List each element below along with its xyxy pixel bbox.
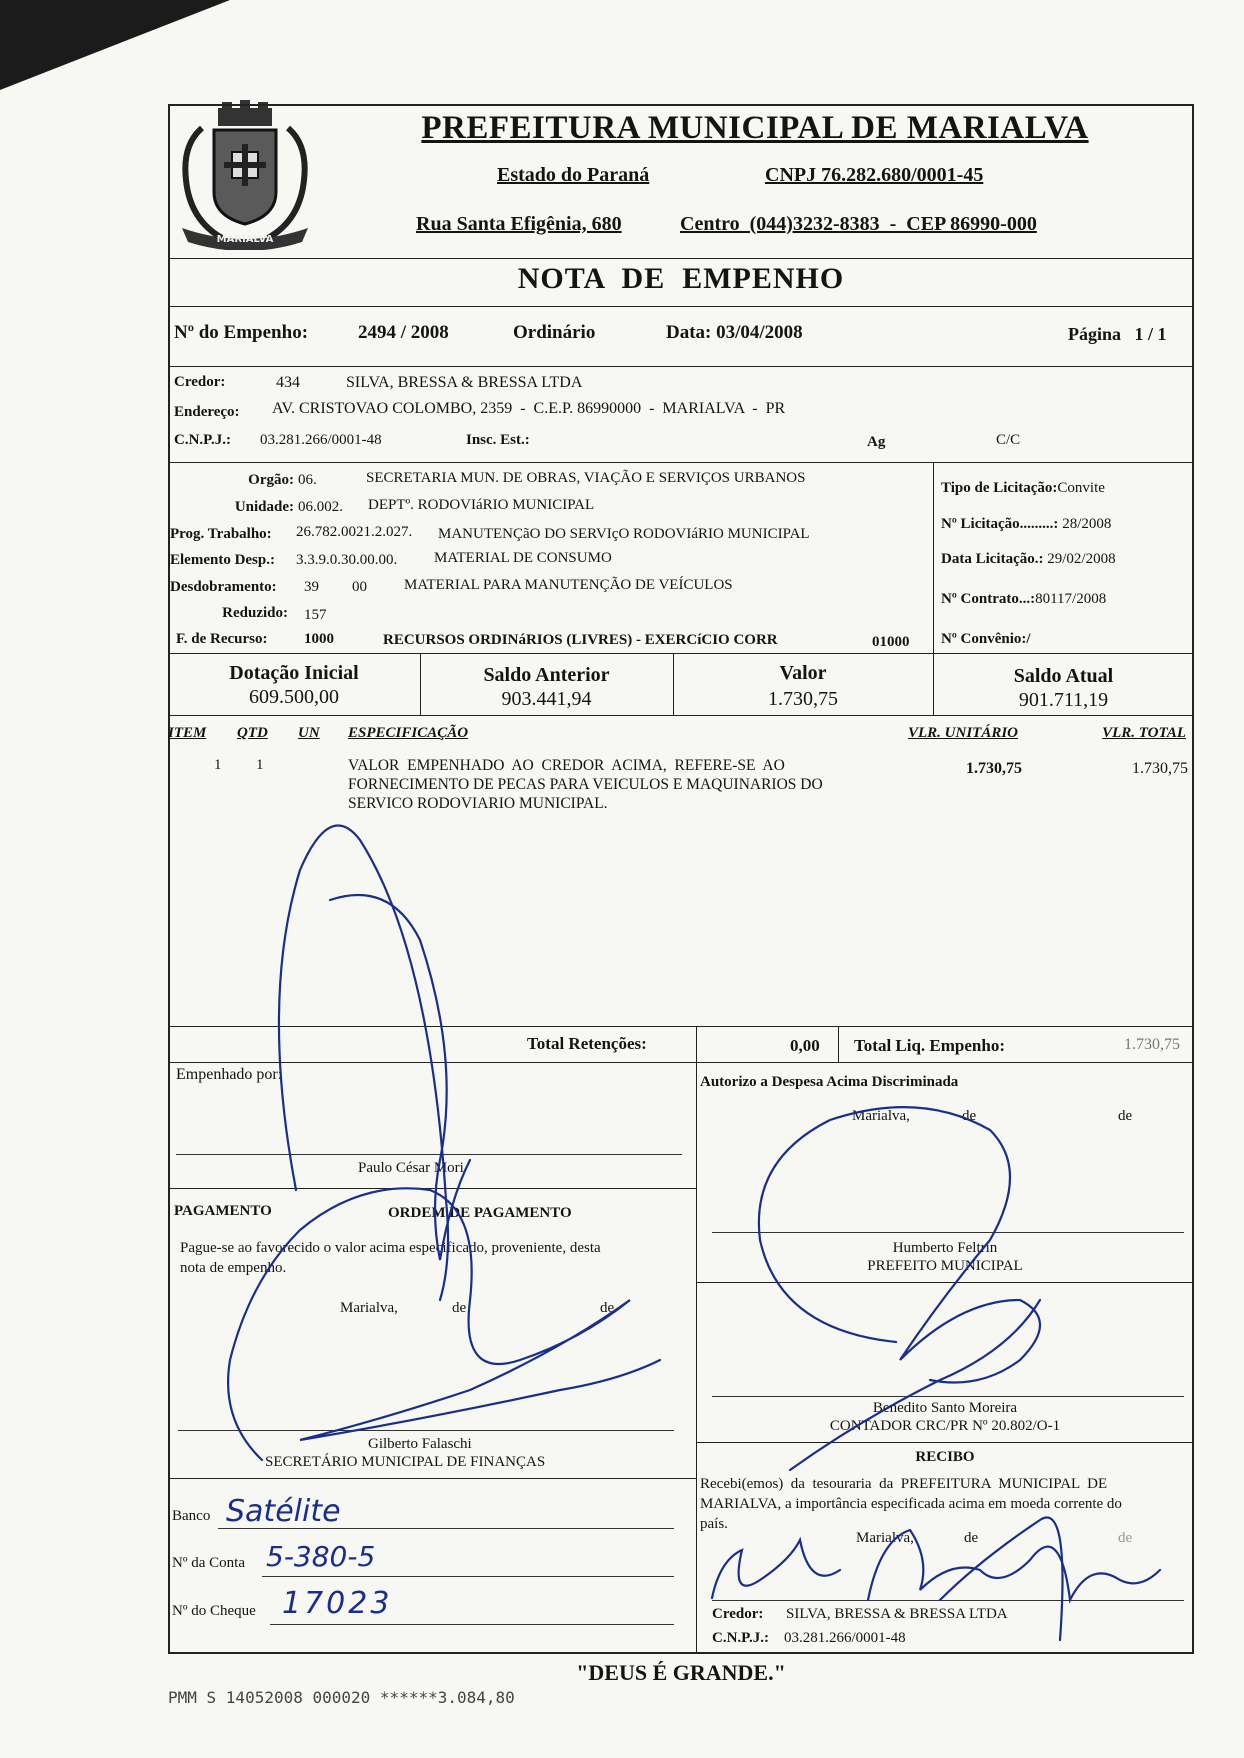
- conta-value: 5-380-5: [266, 1540, 376, 1573]
- retencoes-label: Total Retenções:: [527, 1034, 647, 1053]
- autorizo-label: Autorizo a Despesa Acima Discriminada: [700, 1074, 959, 1090]
- orgao-label: Orgão:: [248, 472, 294, 488]
- ordem-label: ORDEM DE PAGAMENTO: [388, 1205, 572, 1221]
- recibo-line-3: país.: [700, 1516, 728, 1532]
- reduzido-label: Reduzido:: [222, 605, 288, 621]
- accountant-role: CONTADOR CRC/PR Nº 20.802/O-1: [829, 1418, 1061, 1434]
- valor-label: Valor: [779, 662, 827, 684]
- liquido-value: 1.730,75: [1124, 1036, 1180, 1053]
- prog-name: MANUTENÇãO DO SERVIçO RODOVIáRIO MUNICIPAL: [438, 526, 810, 542]
- licitacao-tipo-label-text: Tipo de Licitação:: [941, 480, 1058, 496]
- licitacao-numero-label: [941, 516, 1111, 533]
- column-vlr-total: VLR. TOTAL: [1102, 725, 1186, 741]
- recurso-number: 01000: [872, 634, 910, 650]
- address-label: Endereço:: [174, 404, 240, 420]
- print-stamp: PMM S 14052008 000020 ******3.084,80: [168, 1688, 515, 1707]
- banco-value: Satélite: [226, 1494, 341, 1529]
- recurso-label: F. de Recurso:: [176, 631, 268, 647]
- contact-address: Centro (044)3232-8383 - CEP 86990-000: [680, 213, 1037, 235]
- desdobramento-sub: 00: [352, 579, 367, 595]
- reduzido-value: 157: [304, 607, 327, 623]
- orgao-name: SECRETARIA MUN. DE OBRAS, VIAÇÃO E SERVIÇOS URBANOS: [366, 470, 806, 486]
- credor-cnpj: 03.281.266/0001-48: [260, 432, 382, 448]
- unidade-code: 06.002.: [298, 499, 343, 515]
- signer1-name: Paulo César Mori: [358, 1160, 464, 1176]
- recibo-cnpj-label: C.N.P.J.:: [712, 1630, 769, 1646]
- accountant-name: Benedito Santo Moreira: [872, 1400, 1018, 1416]
- empenho-number-label: Nº do Empenho:: [174, 322, 309, 343]
- desdobramento-code: 39: [304, 579, 319, 595]
- elemento-label: Elemento Desp.:: [170, 552, 275, 568]
- saldo-anterior-label: Saldo Anterior: [483, 664, 610, 686]
- prog-code: 26.782.0021.2.027.: [296, 524, 413, 540]
- licitacao-numero: 28/2008: [1062, 516, 1112, 532]
- licitacao-tipo-label: [941, 480, 1105, 497]
- banco-label: Banco: [172, 1508, 211, 1524]
- prog-label: Prog. Trabalho:: [170, 526, 272, 542]
- conta-label: Nº da Conta: [172, 1555, 245, 1571]
- pagamento-label: PAGAMENTO: [174, 1203, 272, 1219]
- saldo-atual-label: Saldo Atual: [1013, 665, 1114, 687]
- empenhado-por-label: Empenhado por:: [176, 1066, 283, 1083]
- contrato-label: [941, 591, 1106, 608]
- desdobramento-name: MATERIAL PARA MANUTENÇÃO DE VEÍCULOS: [404, 577, 733, 593]
- item-spec-line-1: VALOR EMPENHADO AO CREDOR ACIMA, REFERE-SE AO: [348, 757, 785, 774]
- signer2-name: Gilberto Falaschi: [368, 1436, 472, 1452]
- column-un: UN: [298, 725, 320, 741]
- unidade-label: Unidade:: [234, 499, 294, 515]
- recibo-de-1: de: [964, 1530, 979, 1546]
- recibo-credor-label: Credor:: [712, 1606, 764, 1622]
- recibo-cnpj: 03.281.266/0001-48: [784, 1630, 906, 1646]
- column-item: ITEM: [168, 725, 207, 741]
- credor-label: Credor:: [174, 374, 226, 390]
- recibo-de-2: de: [1118, 1530, 1133, 1546]
- contrato-number: 80117/2008: [1035, 591, 1107, 607]
- autorizo-de-2: de: [1118, 1108, 1133, 1124]
- dotacao-inicial-value: 609.500,00: [249, 686, 339, 708]
- pagamento-de-1: de: [452, 1300, 467, 1316]
- recibo-line-1: Recebi(emos) da tesouraria da PREFEITURA MUNICIPAL DE: [700, 1476, 1108, 1492]
- credor-name: SILVA, BRESSA & BRESSA LTDA: [346, 374, 583, 391]
- empenho-number: 2494 / 2008: [358, 322, 449, 343]
- elemento-name: MATERIAL DE CONSUMO: [434, 550, 612, 566]
- recibo-title: RECIBO: [915, 1449, 975, 1465]
- item-unit-value: 1.730,75: [966, 760, 1022, 777]
- licitacao-data: 29/02/2008: [1047, 551, 1116, 567]
- licitacao-data-label: [941, 551, 1116, 568]
- recibo-city: Marialva,: [856, 1530, 914, 1546]
- empenho-type: Ordinário: [513, 322, 596, 343]
- contrato-label-text: Nº Contrato...:: [941, 591, 1036, 607]
- item-qtd: 1: [256, 757, 264, 773]
- credor-code: 434: [276, 374, 300, 391]
- elemento-code: 3.3.9.0.30.00.00.: [296, 552, 398, 568]
- saldo-anterior-value: 903.441,94: [501, 688, 592, 710]
- recibo-line-2: MARIALVA, a importância especificada acima em moeda corrente do: [700, 1496, 1122, 1512]
- credor-cnpj-label: C.N.P.J.:: [174, 432, 231, 448]
- column-especificacao: ESPECIFICAÇÃO: [348, 725, 469, 741]
- item-total-value: 1.730,75: [1132, 760, 1188, 777]
- cnpj-header: CNPJ 76.282.680/0001-45: [765, 164, 984, 186]
- licitacao-tipo: Convite: [1057, 480, 1105, 496]
- saldo-atual-value: 901.711,19: [1018, 689, 1109, 711]
- street-address: Rua Santa Efigênia, 680: [416, 213, 622, 235]
- state-name: Estado do Paraná: [497, 164, 650, 186]
- recibo-credor-name: SILVA, BRESSA & BRESSA LTDA: [786, 1606, 1008, 1622]
- item-spec-line-2: FORNECIMENTO DE PECAS PARA VEICULOS E MAQUINARIOS DO: [348, 776, 823, 793]
- unidade-name: DEPTº. RODOVIáRIO MUNICIPAL: [368, 497, 595, 513]
- retencoes-value: 0,00: [790, 1036, 820, 1055]
- page-number: Página 1 / 1: [1068, 324, 1167, 344]
- pagamento-de-2: de: [600, 1300, 615, 1316]
- crest-banner-text: MARIALVA: [216, 234, 274, 245]
- recurso-name: RECURSOS ORDINáRIOS (LIVRES) - EXERCíCIO CORR: [383, 632, 778, 648]
- item-spec-line-3: SERVICO RODOVIARIO MUNICIPAL.: [348, 795, 608, 812]
- scan-corner-shadow: [0, 0, 230, 90]
- document-title: NOTA DE EMPENHO: [517, 262, 845, 295]
- account-label: C/C: [996, 432, 1021, 448]
- mayor-role: PREFEITO MUNICIPAL: [867, 1258, 1023, 1274]
- page-title: PREFEITURA MUNICIPAL DE MARIALVA: [421, 110, 1089, 146]
- liquido-label: Total Liq. Empenho:: [854, 1036, 1005, 1055]
- orgao-code: 06.: [298, 472, 317, 488]
- column-vlr-unitario: VLR. UNITÁRIO: [908, 725, 1019, 741]
- licitacao-data-label-text: Data Licitação.:: [941, 551, 1044, 567]
- convenio-label: Nº Convênio:/: [941, 631, 1031, 647]
- item-number: 1: [214, 757, 222, 773]
- credor-address: AV. CRISTOVAO COLOMBO, 2359 - C.E.P. 86990000 - MARIALVA - PR: [272, 400, 786, 417]
- motto: "DEUS É GRANDE.": [576, 1660, 786, 1685]
- insc-est-label: Insc. Est.:: [466, 432, 530, 448]
- pague-se-line-2: nota de empenho.: [180, 1260, 287, 1276]
- recurso-code: 1000: [304, 631, 334, 647]
- desdobramento-label: Desdobramento:: [170, 579, 277, 595]
- pagamento-city: Marialva,: [340, 1300, 398, 1316]
- mayor-name: Humberto Feltrin: [892, 1240, 998, 1256]
- autorizo-city: Marialva,: [852, 1108, 910, 1124]
- agency-label: Ag: [867, 434, 886, 450]
- empenho-date: Data: 03/04/2008: [666, 322, 803, 343]
- licitacao-numero-label-text: Nº Licitação.........:: [941, 516, 1059, 532]
- valor-value: 1.730,75: [768, 688, 838, 710]
- autorizo-de-1: de: [962, 1108, 977, 1124]
- pague-se-line-1: Pague-se ao favorecido o valor acima especificado, proveniente, desta: [180, 1240, 601, 1256]
- signer2-role: SECRETÁRIO MUNICIPAL DE FINANÇAS: [265, 1454, 546, 1470]
- cheque-value: 17023: [282, 1586, 393, 1621]
- column-qtd: QTD: [237, 725, 268, 741]
- dotacao-inicial-label: Dotação Inicial: [229, 662, 359, 684]
- cheque-label: Nº do Cheque: [172, 1603, 256, 1619]
